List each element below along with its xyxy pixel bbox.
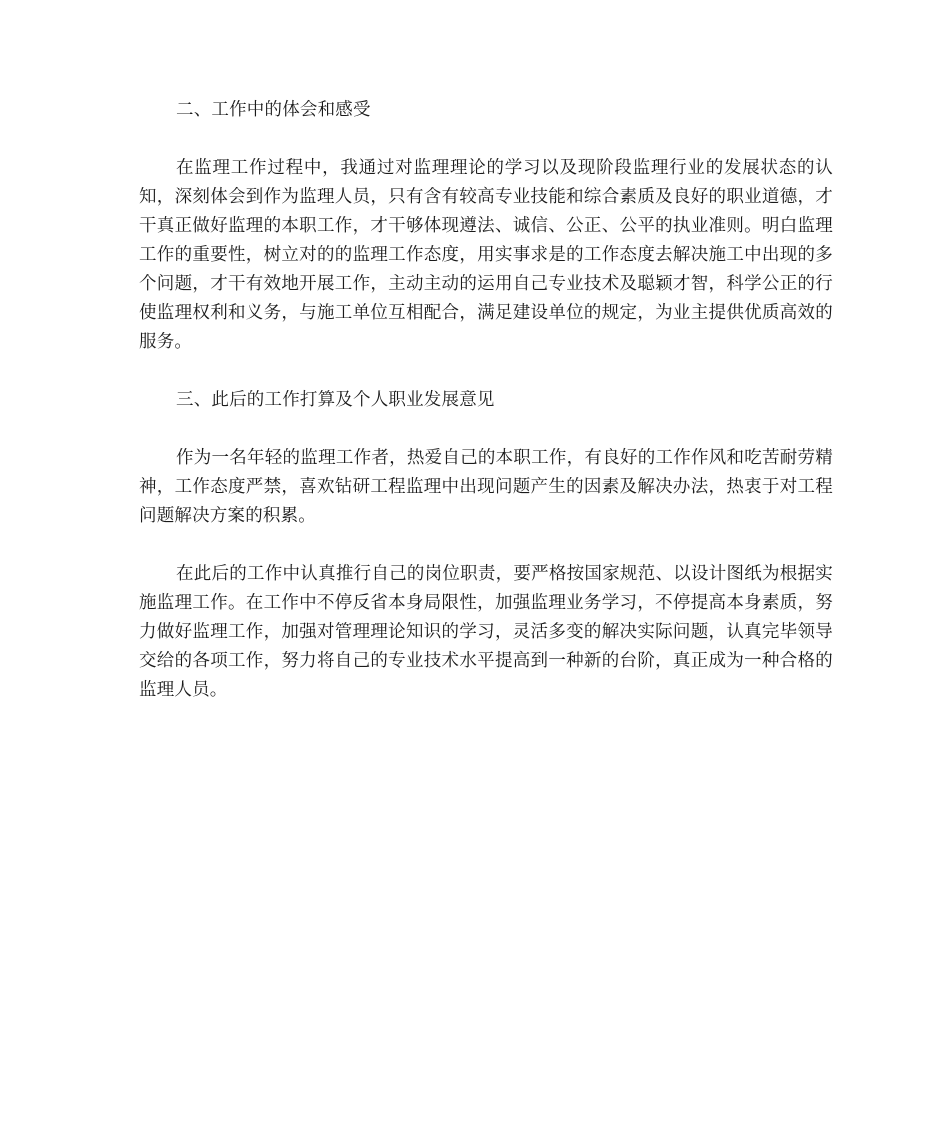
spacer xyxy=(139,415,833,444)
section-heading-experience: 二、工作中的体会和感受 xyxy=(176,100,371,120)
paragraph-plans-details: 在此后的工作中认真推行自己的岗位职责，要严格按国家规范、以设计图纸为根据实施监理工作。在工作中不停反省本身局限性，加强监理业务学习，不停提高本身素质，努力做好监理工作，加强对管理理论知识的学习，灵活多变的解决实际问题，认真完毕领导交给的各项工作，努力将自己的专业技术水平提高到一种新的台阶，真正成为一种合格的监理人员。 xyxy=(139,564,833,700)
paragraph-plans-intro: 作为一名年轻的监理工作者，热爱自己的本职工作，有良好的工作作风和吃苦耐劳精神，工作态度严禁，喜欢钻研工程监理中出现问题产生的因素及解决办法，热衷于对工程问题解决方案的积累。 xyxy=(139,448,833,526)
spacer xyxy=(139,357,833,386)
spacer xyxy=(139,125,833,154)
paragraph-experience: 在监理工作过程中，我通过对监理理论的学习以及现阶段监理行业的发展状态的认知，深刻体会到作为监理人员，只有含有较高专业技能和综合素质及良好的职业道德，才干真正做好监理的本职工作，才干够体现遵法、诚信、公正、公平的执业准则。明白监理工作的重要性，树立对的的监理工作态度，用实事求是的工作态度去解决施工中出现的多个问题，才干有效地开展工作，主动主动的运用自己专业技术及聪颖才智，科学公正的行使监理权利和义务，与施工单位互相配合，满足建设单位的规定，为业主提供优质高效的服务。 xyxy=(139,158,833,352)
spacer xyxy=(139,531,833,560)
section-heading-plans: 三、此后的工作打算及个人职业发展意见 xyxy=(176,390,495,410)
document-body xyxy=(139,96,833,705)
